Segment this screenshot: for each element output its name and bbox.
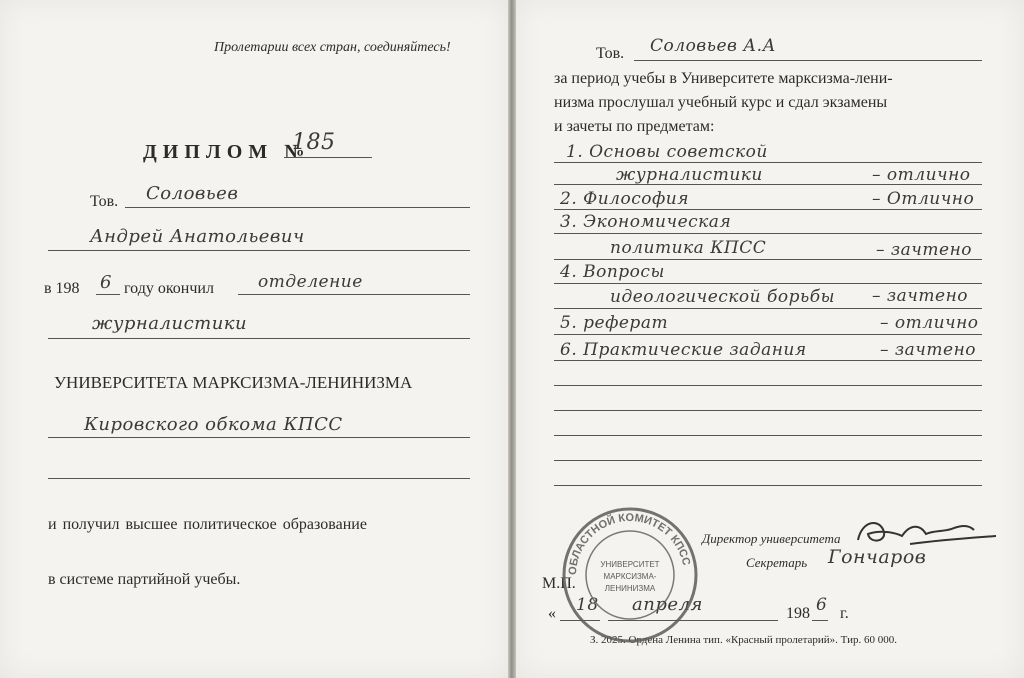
date-suffix: г. [840, 605, 849, 622]
subject-6-grade: – зачтено [880, 340, 976, 360]
diploma-number: 185 [292, 130, 336, 155]
director-label: Директор университета [702, 531, 841, 546]
tov-name-right: Соловьев А.А [650, 36, 776, 56]
book-spine [508, 0, 516, 678]
surname-line [125, 207, 470, 208]
slogan: Пролетарии всех стран, соединяйтесь! [214, 40, 451, 55]
seal-ring-text: ОБЛАСТНОЙ КОМИТЕТ КПСС [566, 511, 693, 576]
name-patronymic: Андрей Анатольевич [90, 226, 305, 247]
ruled-line [554, 485, 982, 486]
subject-4-grade: – зачтено [872, 286, 968, 306]
date-month: апреля [632, 594, 703, 615]
date-open-quote: « [548, 605, 556, 622]
ruled-line [554, 334, 982, 335]
date-day: 18 [576, 595, 599, 615]
name-line [48, 250, 470, 251]
subject-3-line2: политика КПСС [610, 238, 767, 258]
year-suffix: году окончил [124, 280, 214, 297]
committee-line [48, 437, 470, 438]
subject-6-line1: 6. Практические задания [560, 340, 807, 360]
subject-5-line1: 5. реферат [560, 313, 669, 333]
intro-line-1: за период учебы в Университете марксизма-лени- [554, 70, 893, 87]
ruled-line [554, 435, 982, 436]
tov-label: Тов. [90, 193, 119, 210]
subject-1-line1: 1. Основы советской [566, 142, 768, 162]
diploma-left-page [0, 0, 508, 678]
ruled-line [554, 360, 982, 361]
seal-center-line-1: УНИВЕРСИТЕТ [600, 560, 660, 569]
ruled-line [554, 184, 982, 185]
ruled-line [554, 460, 982, 461]
received-line-1: и получил высшее политическое образование [48, 516, 367, 533]
diploma-title: ДИПЛОМ № [143, 141, 311, 163]
secretary-label: Секретарь [746, 555, 808, 570]
intro-line-2: низма прослушал учебный курс и сдал экзамены [554, 94, 888, 111]
surname: Соловьев [146, 183, 239, 204]
date-year-prefix: 198 [786, 605, 810, 622]
ruled-line [554, 283, 982, 284]
ruled-line [554, 259, 982, 260]
seal-center-line-3: ЛЕНИНИЗМА [604, 584, 656, 593]
subject-3-grade: – зачтено [876, 240, 972, 260]
subject-4-line2: идеологической борьбы [610, 287, 835, 307]
seal-center-line-2: МАРКСИЗМА- [603, 572, 657, 581]
subject-3-line1: 3. Экономическая [560, 212, 732, 232]
tov-label-right: Тов. [596, 45, 625, 62]
blank-line [48, 478, 470, 479]
subject-2-grade: – Отлично [872, 189, 975, 209]
intro-line-3: и зачеты по предметам: [554, 118, 715, 135]
university-name: УНИВЕРСИТЕТА МАРКСИЗМА-ЛЕНИНИЗМА [54, 373, 413, 392]
ruled-line [554, 410, 982, 411]
year-digit: 6 [100, 272, 112, 293]
secretary-signature: Гончаров [828, 546, 927, 568]
committee: Кировского обкома КПСС [84, 414, 343, 435]
year-line [96, 294, 120, 295]
ruled-line [554, 162, 982, 163]
subject-1-grade: – отлично [872, 165, 971, 185]
subject-5-grade: – отлично [880, 313, 979, 333]
subject-4-line1: 4. Вопросы [560, 262, 665, 282]
subject-2-line1: 2. Философия [560, 189, 690, 209]
department-cont: журналистики [92, 313, 248, 334]
diploma-number-line [284, 157, 372, 158]
ruled-line [554, 385, 982, 386]
year-prefix: в 198 [44, 280, 80, 297]
ruled-line [554, 308, 982, 309]
received-line-2: в системе партийной учебы. [48, 571, 241, 588]
department: отделение [258, 272, 363, 292]
printer-note: З. 2025. Ордена Ленина тип. «Красный пролетарий». Тир. 60 000. [590, 634, 898, 646]
subject-1-line2: журналистики [616, 165, 763, 185]
department-cont-line [48, 338, 470, 339]
round-seal-stamp [560, 505, 700, 645]
ruled-line [554, 233, 982, 234]
date-year-line [812, 620, 828, 621]
department-line [238, 294, 470, 295]
tov-line-right [634, 60, 982, 61]
mp-label: М.П. [542, 575, 576, 592]
ruled-line [554, 209, 982, 210]
date-year-digit: 6 [816, 595, 828, 615]
